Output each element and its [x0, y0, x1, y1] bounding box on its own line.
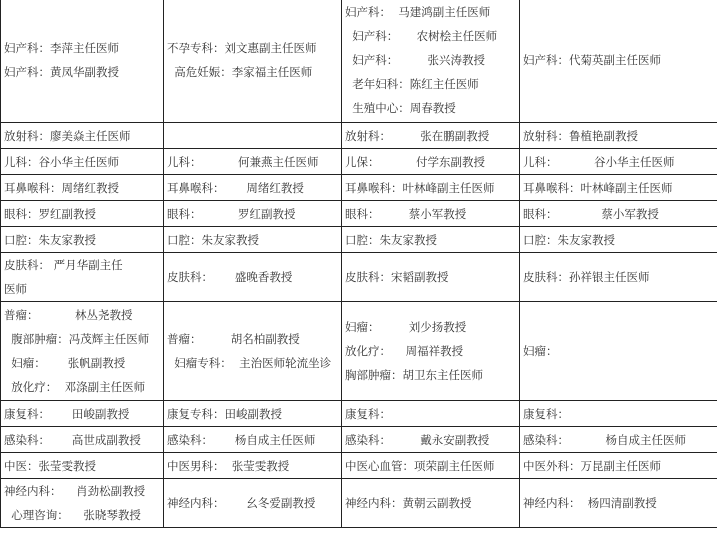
doctor-entry: 口腔：朱友家教授: [523, 232, 615, 247]
doctor-entry: 耳鼻喉科： 周绪红教授: [167, 180, 304, 195]
doctor-entry: 皮肤科： 严月华副主任: [4, 258, 123, 272]
doctor-entry: 妇瘤：: [523, 344, 558, 358]
doctor-entry: 普瘤： 胡名柏副教授: [167, 332, 300, 346]
doctor-entry: 神经内科： 肖劲松副教授: [4, 484, 146, 498]
schedule-cell: [342, 0, 520, 123]
doctor-entry: 胸部肿瘤：胡卫东主任医师: [345, 368, 483, 382]
schedule-row: [1, 0, 717, 123]
doctor-entry: 妇瘤专科： 主治医师轮流坐诊: [167, 356, 332, 370]
schedule-row: [1, 123, 717, 149]
doctor-entry: 眼科： 蔡小军教授: [523, 206, 659, 221]
doctor-entry: 眼科： 蔡小军教授: [345, 206, 467, 221]
schedule-cell: [164, 453, 342, 479]
doctor-entry: 妇产科： 农树桧主任医师: [345, 29, 498, 43]
doctor-entry: 放射科：鲁植艳副教授: [523, 128, 638, 143]
schedule-cell: [164, 123, 342, 149]
schedule-cell: [342, 253, 520, 302]
doctor-entry: 皮肤科：宋韬副教授: [345, 270, 449, 284]
schedule-cell: [1, 479, 164, 528]
schedule-cell: [520, 175, 717, 201]
schedule-row: [1, 401, 717, 427]
schedule-table-body: [1, 0, 717, 528]
schedule-cell: [342, 175, 520, 201]
doctor-entry: 妇产科：代菊英副主任医师: [523, 53, 661, 67]
doctor-entry: 放化疗： 周福祥教授: [345, 344, 464, 358]
schedule-row: [1, 201, 717, 227]
schedule-cell: [164, 227, 342, 253]
schedule-cell: [1, 123, 164, 149]
doctor-entry: 感染科： 杨自成主任医师: [167, 432, 316, 447]
schedule-cell: [1, 175, 164, 201]
schedule-row: [1, 479, 717, 528]
schedule-row: [1, 427, 717, 453]
schedule-cell: [520, 201, 717, 227]
schedule-cell: [164, 401, 342, 427]
doctor-entry: 心理咨询： 张晓琴教授: [4, 508, 141, 522]
doctor-entry: 耳鼻喉科：叶林峰副主任医师: [345, 180, 495, 195]
schedule-cell: [164, 302, 342, 401]
schedule-cell: [1, 401, 164, 427]
doctor-entry: 神经内科： 幺冬爱副教授: [167, 496, 316, 510]
doctor-entry: 妇瘤： 刘少扬教授: [345, 320, 467, 334]
doctor-entry: 放射科： 张在鹏副教授: [345, 128, 490, 143]
schedule-row: [1, 175, 717, 201]
doctor-entry: 神经内科：黄朝云副教授: [345, 496, 472, 510]
doctor-entry: 中医：张莹雯教授: [4, 458, 96, 473]
doctor-entry: 放化疗： 邓涤副主任医师: [4, 380, 146, 394]
doctor-entry: 皮肤科： 盛晚香教授: [167, 270, 293, 284]
schedule-cell: [520, 253, 717, 302]
schedule-row: [1, 227, 717, 253]
schedule-cell: [1, 227, 164, 253]
doctor-entry: 耳鼻喉科：叶林峰副主任医师: [523, 180, 673, 195]
doctor-entry: 生殖中心：周春教授: [345, 101, 456, 115]
doctor-entry: 中医外科：万昆副主任医师: [523, 458, 661, 473]
schedule-cell: [1, 201, 164, 227]
schedule-cell: [164, 427, 342, 453]
doctor-entry: 儿科：谷小华主任医师: [4, 154, 119, 169]
schedule-cell: [342, 201, 520, 227]
doctor-entry: 儿科： 谷小华主任医师: [523, 154, 675, 169]
doctor-entry: 中医心血管：项荣副主任医师: [345, 458, 495, 473]
schedule-cell: [164, 175, 342, 201]
schedule-cell: [1, 149, 164, 175]
schedule-cell: [164, 253, 342, 302]
doctor-entry: 康复科： 田峻副教授: [4, 406, 130, 421]
schedule-cell: [342, 123, 520, 149]
schedule-cell: [342, 427, 520, 453]
schedule-cell: [1, 253, 164, 302]
schedule-cell: [164, 479, 342, 528]
doctor-entry: 妇产科：李萍主任医师: [4, 41, 119, 55]
schedule-cell: [164, 0, 342, 123]
schedule-cell: [1, 0, 164, 123]
doctor-entry: 口腔：朱友家教授: [345, 232, 437, 247]
doctor-entry: 儿保： 付学东副教授: [345, 154, 486, 169]
doctor-entry: 普瘤： 林丛尧教授: [4, 308, 133, 322]
schedule-cell: [342, 401, 520, 427]
doctor-entry: 妇瘤： 张帆副教授: [4, 356, 126, 370]
doctor-entry: 老年妇科：陈红主任医师: [345, 77, 479, 91]
schedule-cell: [342, 453, 520, 479]
doctor-entry: 康复专科：田峻副教授: [167, 406, 282, 421]
schedule-cell: [520, 302, 717, 401]
doctor-entry: 耳鼻喉科：周绪红教授: [4, 180, 119, 195]
doctor-entry: 感染科： 杨自成主任医师: [523, 432, 687, 447]
doctor-entry: 感染科： 戴永安副教授: [345, 432, 490, 447]
schedule-cell: [520, 227, 717, 253]
doctor-entry: 眼科： 罗红副教授: [167, 206, 296, 221]
schedule-cell: [520, 427, 717, 453]
doctor-entry: 神经内科： 杨四清副教授: [523, 496, 657, 510]
schedule-cell: [342, 302, 520, 401]
doctor-entry: 眼科：罗红副教授: [4, 206, 96, 221]
doctor-entry: 不孕专科：刘文惠副主任医师: [167, 41, 317, 55]
schedule-cell: [342, 479, 520, 528]
doctor-entry: 口腔：朱友家教授: [167, 232, 259, 247]
doctor-entry: 康复科：: [345, 406, 391, 421]
doctor-entry: 妇产科： 张兴涛教授: [345, 53, 486, 67]
doctor-entry: 腹部肿瘤：冯茂辉主任医师: [4, 332, 150, 346]
doctor-entry: 感染科： 高世成副教授: [4, 432, 141, 447]
doctor-entry: 妇产科：黄凤华副教授: [4, 65, 119, 79]
schedule-cell: [164, 201, 342, 227]
schedule-cell: [342, 227, 520, 253]
doctor-entry: 康复科：: [523, 406, 569, 421]
schedule-row: [1, 302, 717, 401]
doctor-entry: 中医男科： 张莹雯教授: [167, 458, 290, 473]
schedule-cell: [520, 149, 717, 175]
doctor-entry: 儿科： 何兼燕主任医师: [167, 154, 319, 169]
schedule-row: [1, 149, 717, 175]
schedule-cell: [520, 123, 717, 149]
schedule-row: [1, 253, 717, 302]
doctor-entry: 医师: [4, 282, 27, 296]
schedule-cell: [342, 149, 520, 175]
schedule-row: [1, 453, 717, 479]
doctor-entry: 妇产科： 马建鸿副主任医师: [345, 5, 491, 19]
doctor-entry: 放射科：廖美焱主任医师: [4, 128, 131, 143]
schedule-cell: [1, 427, 164, 453]
schedule-cell: [520, 401, 717, 427]
schedule-cell: [520, 0, 717, 123]
doctor-entry: 皮肤科：孙祥银主任医师: [523, 270, 650, 284]
doctor-entry: 高危妊娠：李家福主任医师: [167, 65, 313, 79]
schedule-cell: [520, 479, 717, 528]
doctor-entry: 口腔：朱友家教授: [4, 232, 96, 247]
schedule-cell: [520, 453, 717, 479]
schedule-cell: [164, 149, 342, 175]
schedule-cell: [1, 302, 164, 401]
schedule-cell: [1, 453, 164, 479]
